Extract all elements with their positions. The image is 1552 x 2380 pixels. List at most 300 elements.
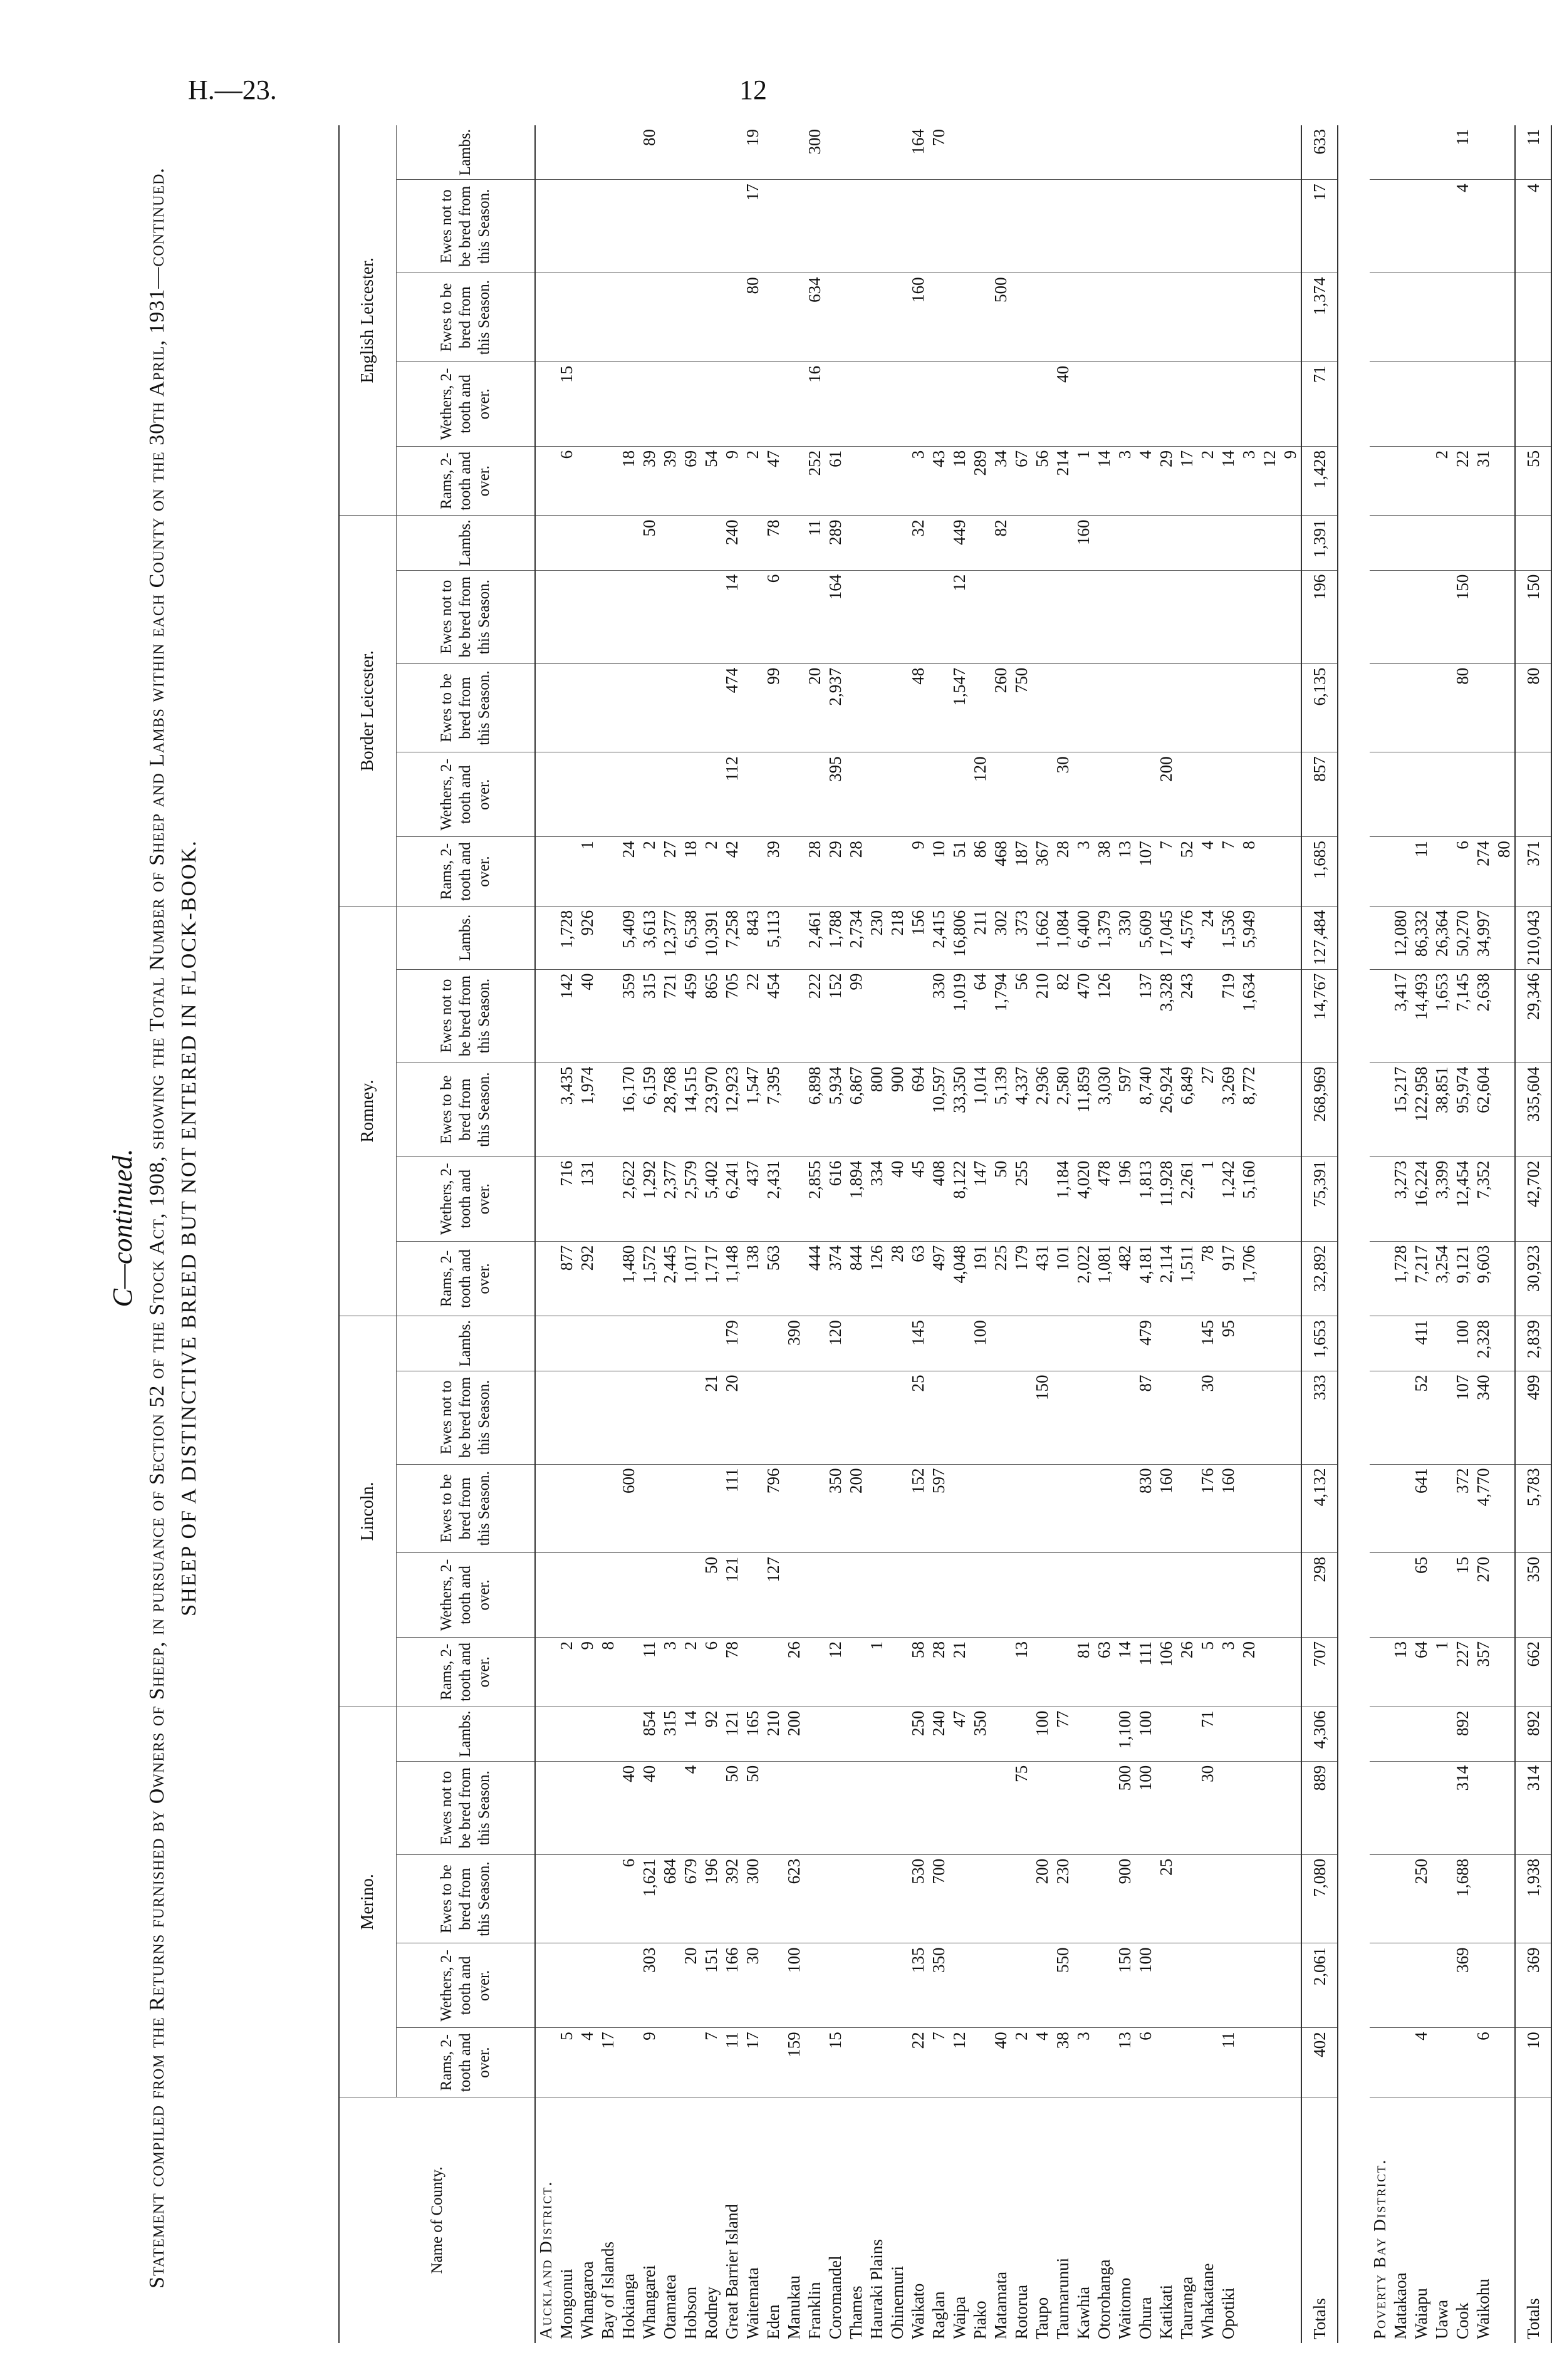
column-subheader: Lambs. — [397, 906, 536, 969]
table-cell — [1032, 361, 1053, 446]
total-cell: 1,428 — [1301, 446, 1338, 516]
county-name: Waitemata — [743, 2267, 762, 2339]
table-cell: 255 — [1011, 1156, 1032, 1241]
table-cell: 1,017 — [680, 1241, 701, 1316]
column-subheader: Rams, 2-tooth and over. — [397, 837, 536, 907]
table-cell — [742, 663, 763, 752]
table-cell — [1280, 273, 1301, 362]
table-cell — [805, 1707, 825, 1761]
table-cell: 179 — [722, 1316, 742, 1371]
table-cell: 11,928 — [1156, 1156, 1177, 1241]
table-cell — [1494, 1371, 1515, 1464]
table-cell — [1411, 1707, 1432, 1761]
table-cell — [1135, 273, 1156, 362]
table-cell: 25 — [908, 1371, 929, 1464]
table-cell: 22 — [742, 969, 763, 1063]
table-cell: 359 — [618, 969, 639, 1063]
table-cell — [1094, 1707, 1115, 1761]
county-name: Waikato — [909, 2283, 927, 2339]
table-cell — [1280, 1761, 1301, 1854]
column-subheader: Lambs. — [397, 1316, 536, 1371]
total-cell: 1,685 — [1301, 837, 1338, 907]
table-cell — [701, 180, 722, 273]
table-cell: 5,949 — [1239, 906, 1259, 969]
county-name: Otamatea — [660, 2274, 679, 2339]
table-cell — [701, 273, 722, 362]
table-cell: 12,080 — [1390, 906, 1411, 969]
table-cell — [784, 446, 805, 516]
table-cell: 6 — [701, 1638, 722, 1707]
table-cell: 39 — [763, 837, 784, 907]
table-cell: 165 — [742, 1707, 763, 1761]
table-cell: 30 — [742, 1943, 763, 2028]
table-cell — [1259, 570, 1280, 663]
table-cell: 150 — [1115, 1943, 1135, 2028]
table-cell: 150 — [1452, 570, 1473, 663]
table-cell — [660, 180, 680, 273]
table-cell: 230 — [867, 906, 887, 969]
table-cell — [867, 1854, 887, 1943]
county-name: Hobson — [681, 2286, 700, 2339]
total-cell: 314 — [1515, 1761, 1551, 1854]
table-cell — [1494, 1943, 1515, 2028]
table-cell — [1032, 1464, 1053, 1553]
table-cell — [1197, 1553, 1218, 1638]
table-cell — [1073, 1316, 1094, 1371]
table-cell — [1135, 180, 1156, 273]
empty-cell — [535, 180, 556, 273]
table-cell: 6,849 — [1177, 1063, 1197, 1156]
total-cell: 210,043 — [1515, 906, 1551, 969]
table-cell: 1,706 — [1239, 1241, 1259, 1316]
table-cell: 17 — [1177, 446, 1197, 516]
table-cell — [1432, 570, 1452, 663]
total-cell: 1,391 — [1301, 516, 1338, 570]
table-cell — [598, 1943, 618, 2028]
table-cell: 14,493 — [1411, 969, 1432, 1063]
table-cell — [618, 1638, 639, 1707]
table-cell — [1390, 125, 1411, 180]
table-cell — [577, 516, 598, 570]
table-row — [742, 125, 763, 2343]
table-cell: 40 — [577, 969, 598, 1063]
table-cell — [639, 1553, 660, 1638]
table-cell: 82 — [991, 516, 1011, 570]
table-cell — [701, 516, 722, 570]
table-cell: 5,409 — [618, 906, 639, 969]
table-cell — [763, 180, 784, 273]
table-cell — [1411, 1943, 1432, 2028]
table-cell — [1073, 1707, 1094, 1761]
rotated-page-content — [107, 113, 1543, 2343]
table-cell — [1115, 1553, 1135, 1638]
table-cell — [846, 663, 867, 752]
table-cell: 54 — [701, 446, 722, 516]
table-cell — [577, 1854, 598, 1943]
table-cell: 315 — [639, 969, 660, 1063]
table-cell — [1259, 1371, 1280, 1464]
table-cell: 9,121 — [1452, 1241, 1473, 1316]
table-cell — [1280, 1553, 1301, 1638]
table-cell — [1011, 1854, 1032, 1943]
table-cell — [1280, 663, 1301, 752]
table-cell — [1239, 2028, 1259, 2097]
table-cell — [929, 1371, 949, 1464]
table-cell — [1094, 2028, 1115, 2097]
table-cell — [1115, 1316, 1135, 1371]
empty-cell — [535, 1707, 556, 1761]
column-subheader: Ewes to be bred from this Season. — [397, 1464, 536, 1553]
table-cell: 24 — [1197, 906, 1218, 969]
table-row — [1390, 125, 1411, 2343]
table-cell — [949, 361, 970, 446]
table-cell: 454 — [763, 969, 784, 1063]
county-name: Hokianga — [619, 2273, 638, 2339]
table-cell: 1 — [1432, 1638, 1452, 1707]
table-cell — [1177, 516, 1197, 570]
table-cell: 80 — [742, 273, 763, 362]
county-name: Mongonui — [557, 2268, 576, 2339]
table-cell — [639, 663, 660, 752]
table-cell: 17 — [742, 180, 763, 273]
table-cell — [887, 1854, 908, 1943]
table-cell — [1390, 273, 1411, 362]
table-cell: 86 — [970, 837, 991, 907]
table-cell — [825, 1707, 846, 1761]
table-cell: 22 — [908, 2028, 929, 2097]
table-cell — [1177, 570, 1197, 663]
total-cell: 55 — [1515, 446, 1551, 516]
table-cell: 22 — [1452, 446, 1473, 516]
table-cell — [763, 752, 784, 837]
county-name: Waiapu — [1412, 2288, 1430, 2339]
total-cell: 707 — [1301, 1638, 1338, 1707]
table-cell: 7 — [929, 2028, 949, 2097]
table-cell — [1411, 516, 1432, 570]
table-cell — [1135, 570, 1156, 663]
table-row — [1156, 125, 1177, 2343]
table-cell — [1115, 969, 1135, 1063]
empty-cell — [1370, 570, 1390, 663]
table-cell — [618, 516, 639, 570]
empty-cell — [1370, 1241, 1390, 1316]
table-cell: 7,395 — [763, 1063, 784, 1156]
table-cell — [598, 1063, 618, 1156]
table-cell — [1053, 570, 1073, 663]
table-row — [1094, 125, 1115, 2343]
total-cell: 71 — [1301, 361, 1338, 446]
table-cell — [867, 1553, 887, 1638]
table-cell — [660, 663, 680, 752]
table-cell — [1280, 570, 1301, 663]
table-cell — [1390, 2028, 1411, 2097]
county-name: Raglan — [929, 2291, 948, 2339]
table-cell — [1053, 1761, 1073, 1854]
table-cell — [1177, 180, 1197, 273]
table-cell: 2,445 — [660, 1241, 680, 1316]
table-cell: 100 — [1452, 1316, 1473, 1371]
table-cell: 29 — [1156, 446, 1177, 516]
empty-cell — [1370, 446, 1390, 516]
table-cell: 12 — [949, 2028, 970, 2097]
table-cell — [1259, 969, 1280, 1063]
table-cell — [1473, 663, 1494, 752]
table-cell — [991, 1371, 1011, 1464]
table-cell — [763, 1638, 784, 1707]
table-cell: 3,328 — [1156, 969, 1177, 1063]
total-cell — [1515, 361, 1551, 446]
table-cell — [1218, 663, 1239, 752]
table-cell: 6 — [1135, 2028, 1156, 2097]
table-cell: 7 — [701, 2028, 722, 2097]
table-cell — [1218, 1761, 1239, 1854]
table-cell: 470 — [1073, 969, 1094, 1063]
table-cell — [1073, 180, 1094, 273]
table-cell — [1239, 125, 1259, 180]
table-cell — [1432, 1371, 1452, 1464]
table-cell: 854 — [639, 1707, 660, 1761]
table-cell — [1432, 125, 1452, 180]
table-cell: 20 — [680, 1943, 701, 2028]
table-cell: 2,622 — [618, 1156, 639, 1241]
table-cell — [618, 180, 639, 273]
table-cell: 8,772 — [1239, 1063, 1259, 1156]
table-cell — [1259, 2028, 1280, 2097]
table-cell: 2 — [1011, 2028, 1032, 2097]
table-cell — [887, 361, 908, 446]
totals-label: Totals — [1515, 2097, 1551, 2344]
table-cell — [1073, 1943, 1094, 2028]
table-cell: 80 — [1452, 663, 1473, 752]
table-cell — [1280, 1638, 1301, 1707]
table-cell — [1494, 180, 1515, 273]
table-cell: 32 — [908, 516, 929, 570]
table-cell: 1,662 — [1032, 906, 1053, 969]
table-cell — [1011, 361, 1032, 446]
table-cell: 1,019 — [949, 969, 970, 1063]
table-cell — [680, 180, 701, 273]
page-number: 12 — [739, 75, 767, 105]
table-cell — [1135, 125, 1156, 180]
table-cell — [1432, 1761, 1452, 1854]
table-cell: 334 — [867, 1156, 887, 1241]
empty-cell — [535, 1943, 556, 2028]
table-cell: 1,148 — [722, 1241, 742, 1316]
total-cell: 4,306 — [1301, 1707, 1338, 1761]
table-cell — [784, 516, 805, 570]
table-cell: 160 — [908, 273, 929, 362]
table-cell: 145 — [1197, 1316, 1218, 1371]
table-cell — [722, 125, 742, 180]
table-cell — [1239, 516, 1259, 570]
total-cell — [1515, 273, 1551, 362]
table-cell — [1156, 125, 1177, 180]
table-cell — [639, 752, 660, 837]
table-cell — [908, 752, 929, 837]
table-cell — [867, 273, 887, 362]
table-cell — [639, 570, 660, 663]
table-cell: 30 — [1197, 1371, 1218, 1464]
table-cell: 6,538 — [680, 906, 701, 969]
table-cell: 390 — [784, 1316, 805, 1371]
table-cell: 18 — [949, 446, 970, 516]
table-cell — [1094, 752, 1115, 837]
table-cell — [867, 1761, 887, 1854]
table-cell — [1218, 1943, 1239, 2028]
totals-row — [1515, 125, 1551, 2343]
table-cell — [742, 361, 763, 446]
table-cell — [949, 752, 970, 837]
table-cell — [680, 273, 701, 362]
table-cell: 61 — [825, 446, 846, 516]
table-cell — [929, 180, 949, 273]
table-cell — [846, 516, 867, 570]
table-cell — [784, 1553, 805, 1638]
table-cell — [1259, 1316, 1280, 1371]
table-cell: 4 — [1032, 2028, 1053, 2097]
table-cell — [1239, 663, 1259, 752]
table-cell — [825, 1371, 846, 1464]
table-cell — [680, 1316, 701, 1371]
table-cell — [598, 516, 618, 570]
table-cell: 6,159 — [639, 1063, 660, 1156]
table-cell — [1177, 1553, 1197, 1638]
table-cell — [556, 1464, 577, 1553]
continued-heading: C—continued. — [107, 1148, 138, 1307]
table-cell: 5 — [1197, 1638, 1218, 1707]
table-cell — [887, 446, 908, 516]
table-cell — [1011, 752, 1032, 837]
table-cell — [1390, 1553, 1411, 1638]
table-cell — [1494, 1156, 1515, 1241]
table-cell — [1494, 361, 1515, 446]
table-cell: 29 — [825, 837, 846, 907]
county-name: Taumarunui — [1053, 2257, 1072, 2339]
table-cell — [1177, 125, 1197, 180]
table-cell: 300 — [805, 125, 825, 180]
table-cell: 719 — [1218, 969, 1239, 1063]
table-cell — [1011, 1371, 1032, 1464]
table-cell: 16,806 — [949, 906, 970, 969]
county-name: Franklin — [805, 2282, 824, 2339]
table-cell — [784, 1761, 805, 1854]
county-name: Whakatane — [1198, 2263, 1217, 2339]
table-cell — [1259, 273, 1280, 362]
table-cell: 2,937 — [825, 663, 846, 752]
table-cell — [1432, 837, 1452, 907]
table-cell: 40 — [1053, 361, 1073, 446]
table-cell — [660, 1943, 680, 2028]
table-cell — [680, 516, 701, 570]
table-cell: 10 — [929, 837, 949, 907]
table-cell: 449 — [949, 516, 970, 570]
table-cell: 14 — [1115, 1638, 1135, 1707]
table-cell — [1073, 663, 1094, 752]
table-cell: 274 — [1473, 837, 1494, 907]
table-cell — [1073, 1371, 1094, 1464]
table-row — [825, 125, 846, 2343]
table-cell — [1177, 752, 1197, 837]
name-header: Name of County. — [339, 2097, 535, 2344]
table-cell — [887, 1553, 908, 1638]
table-cell: 292 — [577, 1241, 598, 1316]
table-cell: 211 — [970, 906, 991, 969]
table-cell: 137 — [1135, 969, 1156, 1063]
table-cell: 156 — [908, 906, 929, 969]
empty-cell — [535, 1761, 556, 1854]
table-cell — [598, 446, 618, 516]
table-cell: 1,100 — [1115, 1707, 1135, 1761]
table-cell: 2,328 — [1473, 1316, 1494, 1371]
table-cell — [1218, 570, 1239, 663]
table-cell — [1280, 2028, 1301, 2097]
totals-label: Totals — [1301, 2097, 1338, 2344]
table-cell — [1390, 1707, 1411, 1761]
table-cell: 3 — [1073, 837, 1094, 907]
table-cell — [1094, 125, 1115, 180]
table-cell: 3,269 — [1218, 1063, 1239, 1156]
table-cell — [1053, 1553, 1073, 1638]
table-cell — [970, 570, 991, 663]
table-cell: 12,923 — [722, 1063, 742, 1156]
table-cell — [970, 663, 991, 752]
table-cell: 500 — [1115, 1761, 1135, 1854]
table-cell — [577, 125, 598, 180]
table-cell: 4 — [577, 2028, 598, 2097]
total-cell: 2,061 — [1301, 1943, 1338, 2028]
table-cell: 1,788 — [825, 906, 846, 969]
table-cell — [1177, 663, 1197, 752]
table-cell: 3 — [1218, 1638, 1239, 1707]
table-cell: 597 — [929, 1464, 949, 1553]
table-cell — [556, 663, 577, 752]
table-cell — [1280, 1063, 1301, 1156]
table-cell — [1452, 2028, 1473, 2097]
table-cell — [1390, 180, 1411, 273]
table-cell: 111 — [722, 1464, 742, 1553]
table-cell — [598, 1156, 618, 1241]
table-cell — [1390, 570, 1411, 663]
table-cell — [1218, 752, 1239, 837]
empty-cell — [1370, 180, 1390, 273]
table-cell: 530 — [908, 1854, 929, 1943]
county-name: Hauraki Plains — [867, 2239, 886, 2339]
table-row — [1115, 125, 1135, 2343]
county-name: Eden — [764, 2304, 783, 2339]
table-cell — [660, 273, 680, 362]
county-name: Katikati — [1157, 2285, 1175, 2339]
table-cell: 12,454 — [1452, 1156, 1473, 1241]
table-cell — [556, 1371, 577, 1464]
table-cell: 28 — [1053, 837, 1073, 907]
table-cell: 6,867 — [846, 1063, 867, 1156]
table-cell: 50 — [639, 516, 660, 570]
table-cell — [887, 180, 908, 273]
table-cell — [1156, 1316, 1177, 1371]
total-cell: 75,391 — [1301, 1156, 1338, 1241]
table-cell — [577, 1316, 598, 1371]
table-cell: 107 — [1135, 837, 1156, 907]
table-cell: 67 — [1011, 446, 1032, 516]
column-subheader: Ewes not to be bred from this Season. — [397, 1761, 536, 1854]
table-cell: 3,417 — [1390, 969, 1411, 1063]
table-cell — [1053, 180, 1073, 273]
breed-header: Lincoln. — [339, 1316, 397, 1707]
table-cell: 8 — [598, 1638, 618, 1707]
table-cell: 111 — [1135, 1638, 1156, 1707]
table-cell — [867, 1371, 887, 1464]
table-cell — [598, 1553, 618, 1638]
